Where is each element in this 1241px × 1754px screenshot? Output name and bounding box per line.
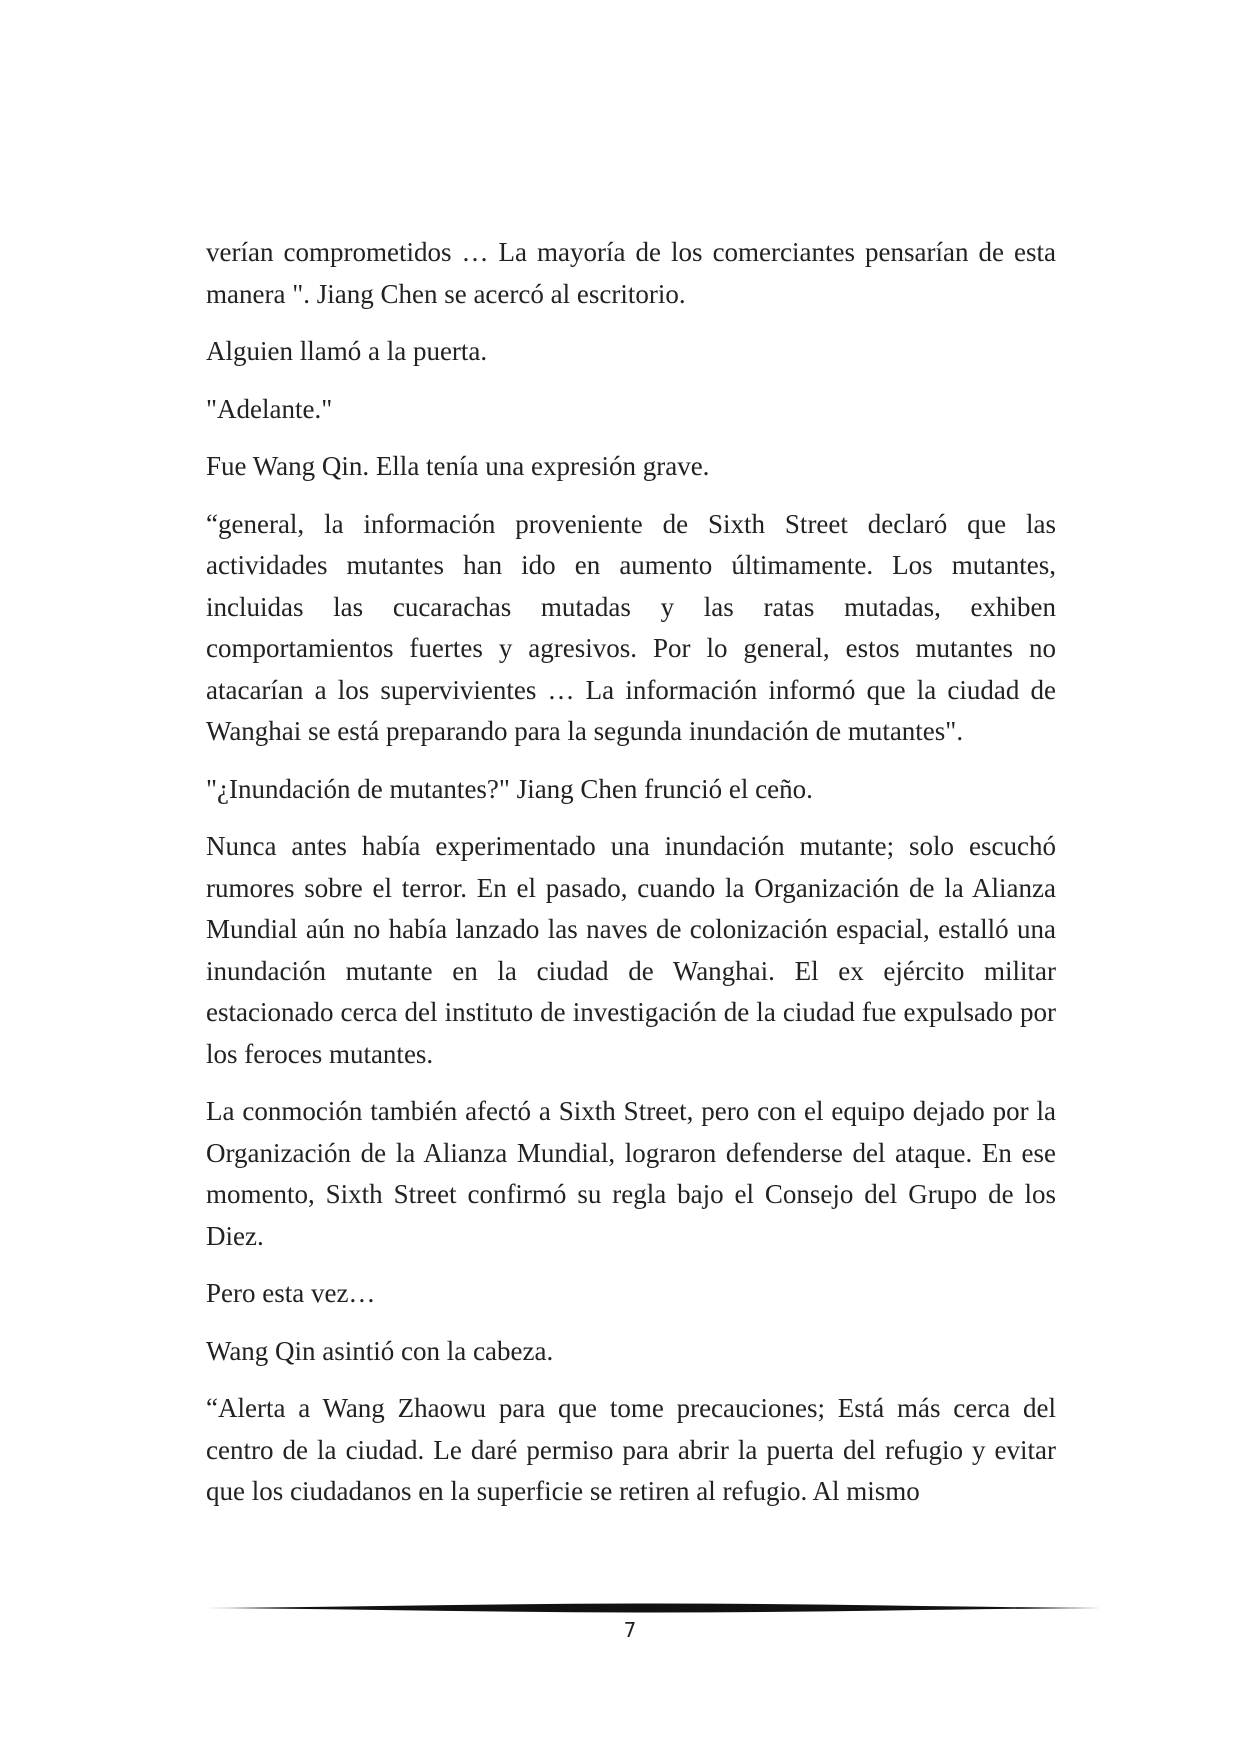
page-number: 7	[623, 1618, 637, 1642]
paragraph-2: Alguien llamó a la puerta.	[206, 336, 488, 366]
paragraph-4: Fue Wang Qin. Ella tenía una expresión grave.	[206, 451, 710, 481]
paragraph-3: "Adelante."	[206, 393, 333, 424]
paragraph-1: verían comprometidos … La mayoría de los comerciantes pensarían de esta manera ". Jiang Chen se acercó al escritorio.	[206, 237, 1056, 309]
paragraph-10: Wang Qin asintió con la cabeza.	[206, 1335, 554, 1366]
paragraph-8: La conmoción también afectó a Sixth Street, pero con el equipo dejado por la Organización de la Alianza Mundial, lograron defenderse del ataque. En ese momento, Sixth Street confirmó su regla bajo el Consejo del Grupo de los Diez.	[206, 1096, 1056, 1251]
paragraph-6: "¿Inundación de mutantes?" Jiang Chen frunció el ceño.	[206, 773, 813, 804]
paragraph-11: “Alerta a Wang Zhaowu para que tome precauciones; Está más cerca del centro de la ciudad. Le daré permiso para abrir la puerta del refugio y evitar que los ciudadanos en la superficie se retiren al refugio. Al mismo	[206, 1393, 1056, 1506]
paragraph-7: Nunca antes había experimentado una inundación mutante; solo escuchó rumores sobre el terror. En el pasado, cuando la Organización de la Alianza Mundial aún no había lanzado las naves de colonización espacial, estalló una inundación mutante en la ciudad de Wanghai. El ex ejército militar estacionado cerca del instituto de investigación de la ciudad fue expulsado por los feroces mutantes.	[206, 831, 1056, 1069]
footer-divider	[206, 1602, 1101, 1614]
paragraph-5: “general, la información proveniente de Sixth Street declaró que las actividades mutantes han ido en aumento últimamente. Los mutantes, incluidas las cucarachas mutadas y las ratas mutadas, exhiben comportamientos fuertes y agresivos. Por lo general, estos mutantes no atacarían a los supervivientes … La información informó que la ciudad de Wanghai se está preparando para la segunda inundación de mutantes".	[206, 508, 1056, 746]
body-text	[206, 232, 1056, 1529]
paragraph-9: Pero esta vez…	[206, 1278, 376, 1308]
